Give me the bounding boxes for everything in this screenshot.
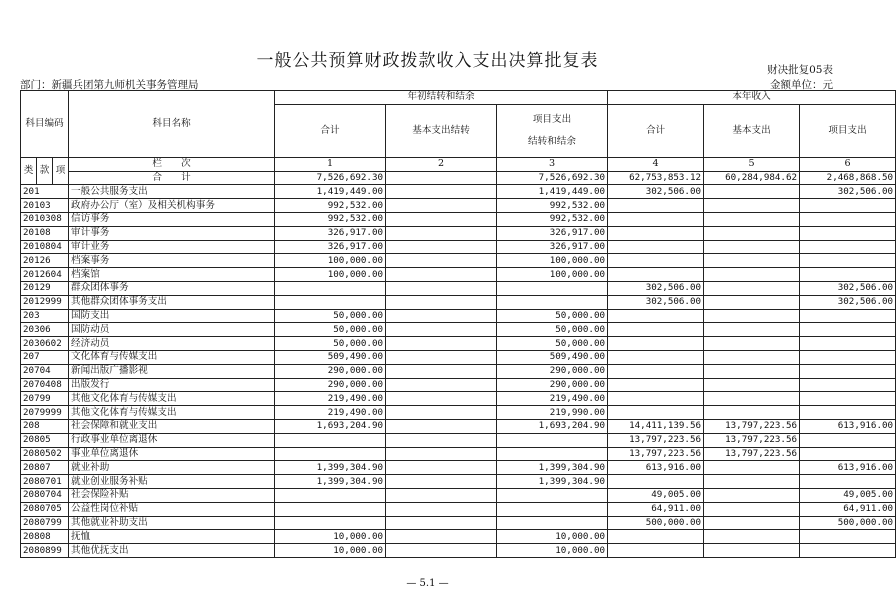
amount-cell: 613,916.00: [800, 419, 896, 433]
subject-code: 20126: [21, 254, 69, 268]
amount-cell: [608, 212, 704, 226]
amount-cell: [275, 516, 386, 530]
amount-cell: [386, 364, 497, 378]
subject-name: 事业单位离退休: [69, 447, 275, 461]
amount-cell: 509,490.00: [497, 350, 608, 364]
header-basic-expense: 基本支出: [704, 104, 800, 157]
amount-cell: 1,419,449.00: [275, 185, 386, 199]
table-row: [21, 268, 896, 282]
subject-name: 国防支出: [69, 309, 275, 323]
amount-cell: 219,990.00: [497, 406, 608, 420]
table-row: [21, 364, 896, 378]
amount-cell: [800, 350, 896, 364]
amount-cell: [386, 406, 497, 420]
subject-code: 2010804: [21, 240, 69, 254]
amount-cell: [608, 337, 704, 351]
amount-cell: [386, 350, 497, 364]
header-xiang: 项: [53, 157, 69, 185]
amount-cell: 302,506.00: [608, 281, 704, 295]
header-subject-code: 科目编码: [21, 91, 69, 158]
amount-cell: [386, 447, 497, 461]
amount-cell: [386, 337, 497, 351]
total-value: 2,468,868.50: [800, 171, 896, 185]
subject-code: 2080899: [21, 544, 69, 558]
amount-cell: 302,506.00: [800, 281, 896, 295]
amount-cell: [386, 544, 497, 558]
subject-name: 公益性岗位补贴: [69, 502, 275, 516]
total-value: 7,526,692.30: [497, 171, 608, 185]
amount-cell: 13,797,223.56: [704, 419, 800, 433]
amount-cell: 64,911.00: [608, 502, 704, 516]
header-basic-carry: 基本支出结转: [386, 104, 497, 157]
amount-cell: 13,797,223.56: [704, 447, 800, 461]
amount-cell: [800, 199, 896, 213]
amount-cell: [386, 281, 497, 295]
subject-name: 审计业务: [69, 240, 275, 254]
subject-code: 20807: [21, 461, 69, 475]
total-value: 62,753,853.12: [608, 171, 704, 185]
amount-cell: 50,000.00: [275, 309, 386, 323]
amount-cell: [386, 254, 497, 268]
amount-cell: 326,917.00: [497, 240, 608, 254]
table-row: [21, 212, 896, 226]
subject-name: 社会保障和就业支出: [69, 419, 275, 433]
amount-cell: [800, 254, 896, 268]
amount-cell: 302,506.00: [608, 295, 704, 309]
table-row: [21, 281, 896, 295]
subject-code: 20306: [21, 323, 69, 337]
amount-cell: 992,532.00: [497, 199, 608, 213]
subject-name: 出版发行: [69, 378, 275, 392]
column-number: 6: [800, 157, 896, 171]
amount-cell: [704, 295, 800, 309]
amount-cell: [386, 433, 497, 447]
amount-cell: 290,000.00: [497, 364, 608, 378]
amount-cell: [386, 475, 497, 489]
department-label: 部门：新疆兵团第九师机关事务管理局: [20, 79, 199, 91]
amount-cell: [275, 488, 386, 502]
amount-cell: [704, 392, 800, 406]
amount-cell: [704, 240, 800, 254]
amount-cell: [386, 295, 497, 309]
amount-cell: 326,917.00: [275, 240, 386, 254]
subject-code: 20129: [21, 281, 69, 295]
table-row: [21, 475, 896, 489]
subject-code: 20704: [21, 364, 69, 378]
table-row: [21, 419, 896, 433]
amount-cell: [800, 530, 896, 544]
amount-cell: 613,916.00: [800, 461, 896, 475]
amount-cell: [704, 544, 800, 558]
amount-cell: [386, 212, 497, 226]
amount-cell: [800, 226, 896, 240]
amount-cell: [275, 295, 386, 309]
amount-cell: 500,000.00: [608, 516, 704, 530]
table-row: [21, 433, 896, 447]
subject-code: 2012604: [21, 268, 69, 282]
amount-cell: [704, 199, 800, 213]
amount-cell: 290,000.00: [275, 378, 386, 392]
table-row: [21, 447, 896, 461]
amount-cell: [704, 185, 800, 199]
subject-code: 2080705: [21, 502, 69, 516]
amount-cell: [608, 240, 704, 254]
header-total: 合计: [275, 104, 386, 157]
amount-cell: 302,506.00: [608, 185, 704, 199]
subject-code: 2080502: [21, 447, 69, 461]
subject-code: 2070408: [21, 378, 69, 392]
amount-cell: 10,000.00: [275, 544, 386, 558]
amount-cell: 219,490.00: [275, 406, 386, 420]
subject-name: 行政事业单位离退休: [69, 433, 275, 447]
header-group-opening: 年初结转和结余: [275, 91, 608, 105]
amount-cell: [704, 516, 800, 530]
header-project-expense: 项目支出: [800, 104, 896, 157]
page-title: 一般公共预算财政拨款收入支出决算批复表: [256, 51, 599, 71]
table-row: [21, 323, 896, 337]
amount-cell: [608, 378, 704, 392]
subject-code: 2010308: [21, 212, 69, 226]
subject-name: 一般公共服务支出: [69, 185, 275, 199]
amount-cell: 100,000.00: [275, 268, 386, 282]
column-number: 4: [608, 157, 704, 171]
table-row: [21, 406, 896, 420]
amount-cell: [704, 337, 800, 351]
subject-name: 新闻出版广播影视: [69, 364, 275, 378]
amount-cell: [386, 502, 497, 516]
amount-cell: [800, 544, 896, 558]
amount-cell: [704, 488, 800, 502]
amount-cell: 50,000.00: [275, 337, 386, 351]
amount-cell: 100,000.00: [497, 268, 608, 282]
subject-name: 审计事务: [69, 226, 275, 240]
table-row: [21, 378, 896, 392]
amount-cell: 1,399,304.90: [497, 475, 608, 489]
subject-code: 20808: [21, 530, 69, 544]
amount-cell: [386, 378, 497, 392]
amount-cell: 100,000.00: [275, 254, 386, 268]
subject-name: 就业创业服务补贴: [69, 475, 275, 489]
amount-cell: [608, 350, 704, 364]
amount-cell: 1,693,204.90: [497, 419, 608, 433]
amount-cell: [704, 212, 800, 226]
amount-cell: 50,000.00: [497, 309, 608, 323]
amount-cell: [497, 502, 608, 516]
amount-cell: [608, 530, 704, 544]
amount-cell: [800, 309, 896, 323]
subject-code: 2030602: [21, 337, 69, 351]
amount-cell: [608, 254, 704, 268]
amount-cell: 613,916.00: [608, 461, 704, 475]
subject-name: 档案事务: [69, 254, 275, 268]
amount-cell: 509,490.00: [275, 350, 386, 364]
amount-cell: 14,411,139.56: [608, 419, 704, 433]
amount-cell: [497, 433, 608, 447]
table-row: [21, 544, 896, 558]
subject-name: 其他群众团体事务支出: [69, 295, 275, 309]
amount-cell: [704, 350, 800, 364]
amount-cell: [386, 240, 497, 254]
approval-table: [20, 90, 896, 558]
amount-cell: 10,000.00: [497, 544, 608, 558]
amount-cell: [386, 199, 497, 213]
amount-cell: [386, 185, 497, 199]
table-row: [21, 254, 896, 268]
amount-cell: 10,000.00: [497, 530, 608, 544]
amount-cell: [800, 268, 896, 282]
subject-name: 群众团体事务: [69, 281, 275, 295]
amount-cell: [800, 337, 896, 351]
amount-cell: [608, 309, 704, 323]
amount-cell: [704, 475, 800, 489]
subject-name: 国防动员: [69, 323, 275, 337]
amount-cell: [704, 530, 800, 544]
amount-cell: 50,000.00: [275, 323, 386, 337]
amount-cell: [386, 392, 497, 406]
header-income-total: 合计: [608, 104, 704, 157]
amount-cell: [275, 281, 386, 295]
amount-cell: [800, 212, 896, 226]
amount-cell: 49,005.00: [608, 488, 704, 502]
amount-cell: 50,000.00: [497, 337, 608, 351]
amount-cell: [386, 488, 497, 502]
amount-cell: [704, 268, 800, 282]
amount-cell: [386, 461, 497, 475]
subject-code: 20108: [21, 226, 69, 240]
subject-code: 2080799: [21, 516, 69, 530]
column-number: 1: [275, 157, 386, 171]
amount-cell: [704, 406, 800, 420]
column-number: 2: [386, 157, 497, 171]
amount-cell: [386, 530, 497, 544]
amount-cell: 13,797,223.56: [608, 433, 704, 447]
amount-cell: 290,000.00: [497, 378, 608, 392]
header-group-income: 本年收入: [608, 91, 896, 105]
amount-cell: [386, 226, 497, 240]
amount-cell: 13,797,223.56: [608, 447, 704, 461]
header-lei: 类: [21, 157, 37, 185]
subject-name: 其他文化体育与传媒支出: [69, 392, 275, 406]
amount-cell: [704, 502, 800, 516]
amount-cell: [704, 281, 800, 295]
subject-code: 207: [21, 350, 69, 364]
amount-cell: [800, 406, 896, 420]
amount-cell: 10,000.00: [275, 530, 386, 544]
amount-cell: [497, 516, 608, 530]
amount-cell: [704, 378, 800, 392]
amount-cell: [386, 516, 497, 530]
table-row: [21, 488, 896, 502]
total-value: 7,526,692.30: [275, 171, 386, 185]
subject-code: 203: [21, 309, 69, 323]
amount-cell: 1,419,449.00: [497, 185, 608, 199]
amount-cell: [497, 295, 608, 309]
table-row: [21, 516, 896, 530]
amount-cell: 992,532.00: [497, 212, 608, 226]
table-row: [21, 502, 896, 516]
amount-cell: [704, 364, 800, 378]
amount-cell: [704, 254, 800, 268]
amount-cell: [800, 323, 896, 337]
amount-cell: 326,917.00: [275, 226, 386, 240]
amount-cell: 1,399,304.90: [275, 475, 386, 489]
subject-code: 201: [21, 185, 69, 199]
amount-cell: 1,693,204.90: [275, 419, 386, 433]
amount-cell: 49,005.00: [800, 488, 896, 502]
subject-name: 信访事务: [69, 212, 275, 226]
amount-cell: 500,000.00: [800, 516, 896, 530]
amount-cell: [608, 544, 704, 558]
amount-cell: [386, 268, 497, 282]
column-number-label: 栏 次: [69, 157, 275, 171]
total-row-label: 合 计: [69, 171, 275, 185]
table-row: [21, 295, 896, 309]
amount-cell: [386, 323, 497, 337]
amount-cell: [608, 268, 704, 282]
subject-name: 社会保险补贴: [69, 488, 275, 502]
header-project-carry-line1: 项目支出: [532, 113, 572, 125]
amount-cell: [386, 419, 497, 433]
amount-cell: 219,490.00: [275, 392, 386, 406]
subject-code: 2080701: [21, 475, 69, 489]
amount-cell: [704, 461, 800, 475]
table-row: [21, 226, 896, 240]
amount-cell: [800, 392, 896, 406]
amount-cell: 302,506.00: [800, 295, 896, 309]
table-row: [21, 185, 896, 199]
amount-cell: [800, 447, 896, 461]
table-row: [21, 309, 896, 323]
subject-code: 20799: [21, 392, 69, 406]
amount-cell: 100,000.00: [497, 254, 608, 268]
amount-cell: [800, 240, 896, 254]
table-row: [21, 240, 896, 254]
subject-name: 经济动员: [69, 337, 275, 351]
total-value: 60,284,984.62: [704, 171, 800, 185]
amount-cell: 992,532.00: [275, 212, 386, 226]
header-subject-name: 科目名称: [69, 91, 275, 158]
amount-cell: 326,917.00: [497, 226, 608, 240]
subject-name: 就业补助: [69, 461, 275, 475]
amount-cell: [608, 226, 704, 240]
subject-code: 20103: [21, 199, 69, 213]
subject-name: 政府办公厅（室）及相关机构事务: [69, 199, 275, 213]
subject-code: 2079999: [21, 406, 69, 420]
amount-cell: 302,506.00: [800, 185, 896, 199]
amount-cell: [497, 281, 608, 295]
amount-cell: [275, 502, 386, 516]
subject-name: 其他优抚支出: [69, 544, 275, 558]
amount-cell: [608, 406, 704, 420]
amount-cell: [800, 475, 896, 489]
amount-cell: [800, 378, 896, 392]
form-code: 财决批复05表: [767, 64, 833, 76]
table-row: [21, 392, 896, 406]
amount-cell: 64,911.00: [800, 502, 896, 516]
table-row: [21, 337, 896, 351]
amount-cell: [497, 447, 608, 461]
subject-name: 档案馆: [69, 268, 275, 282]
amount-cell: 13,797,223.56: [704, 433, 800, 447]
subject-name: 其他就业补助支出: [69, 516, 275, 530]
column-number: 5: [704, 157, 800, 171]
total-value: [386, 171, 497, 185]
amount-cell: [608, 364, 704, 378]
subject-code: 208: [21, 419, 69, 433]
table-row: [21, 530, 896, 544]
amount-cell: [608, 475, 704, 489]
amount-cell: [800, 364, 896, 378]
amount-cell: [800, 433, 896, 447]
amount-cell: [497, 488, 608, 502]
amount-cell: [608, 323, 704, 337]
amount-cell: [275, 433, 386, 447]
subject-code: 2012999: [21, 295, 69, 309]
amount-cell: 219,490.00: [497, 392, 608, 406]
amount-cell: [704, 226, 800, 240]
amount-cell: [608, 392, 704, 406]
subject-name: 文化体育与传媒支出: [69, 350, 275, 364]
amount-cell: [275, 447, 386, 461]
table-row: [21, 350, 896, 364]
amount-cell: 992,532.00: [275, 199, 386, 213]
subject-name: 其他文化体育与传媒支出: [69, 406, 275, 420]
subject-name: 抚恤: [69, 530, 275, 544]
subject-code: 2080704: [21, 488, 69, 502]
amount-cell: [386, 309, 497, 323]
page-number: — 5.1 —: [406, 578, 449, 589]
unit-label: 金额单位：元: [770, 79, 833, 91]
amount-cell: [704, 309, 800, 323]
column-number: 3: [497, 157, 608, 171]
amount-cell: [704, 323, 800, 337]
header-project-carry-line2: 结转和结余: [528, 135, 576, 147]
table-row: [21, 461, 896, 475]
amount-cell: 1,399,304.90: [275, 461, 386, 475]
table-row: [21, 199, 896, 213]
header-project-carry: [497, 104, 608, 157]
amount-cell: 50,000.00: [497, 323, 608, 337]
amount-cell: 1,399,304.90: [497, 461, 608, 475]
subject-code: 20805: [21, 433, 69, 447]
amount-cell: 290,000.00: [275, 364, 386, 378]
amount-cell: [608, 199, 704, 213]
header-kuan: 款: [37, 157, 53, 185]
